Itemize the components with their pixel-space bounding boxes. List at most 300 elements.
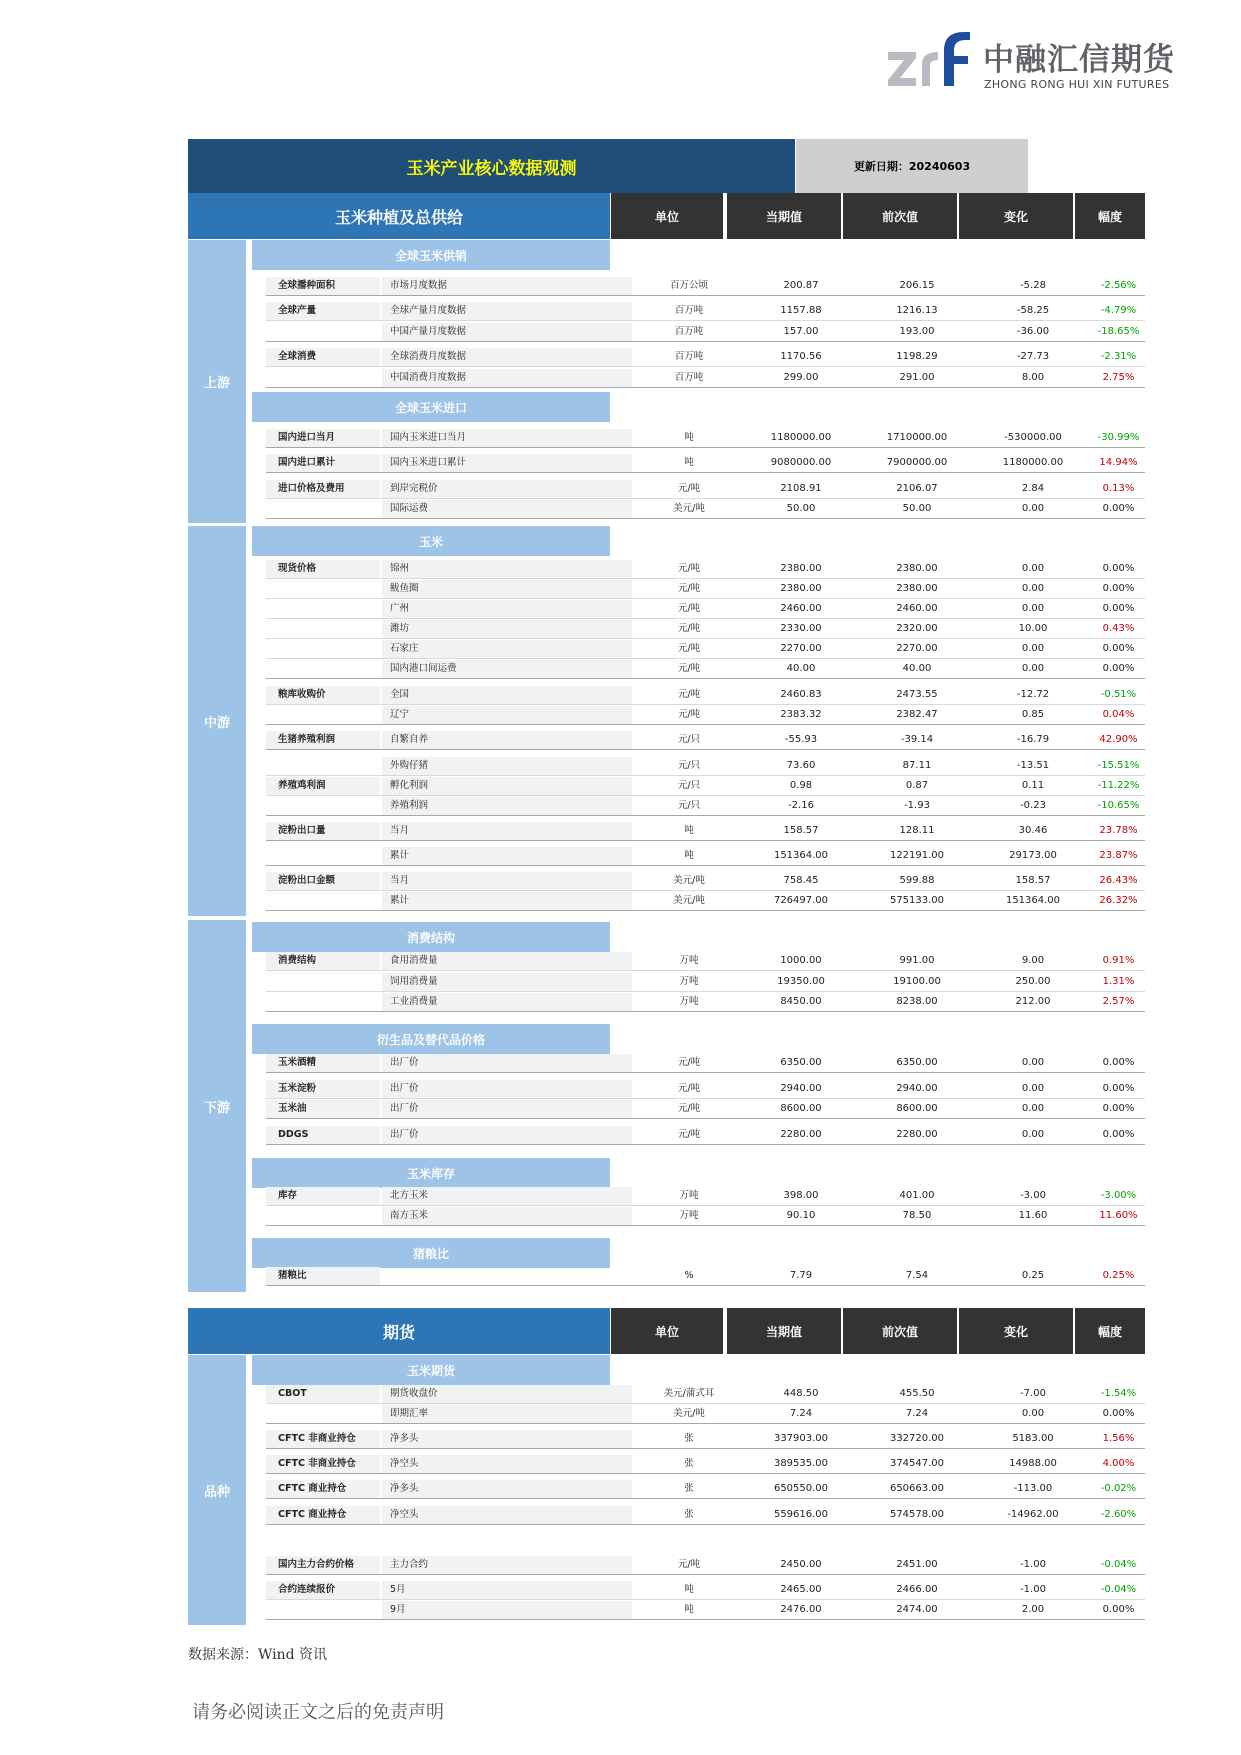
row-category: 全球消费 <box>266 348 380 366</box>
table-row <box>266 1100 1145 1119</box>
current-value: 2330.00 <box>780 623 822 634</box>
row-unit: 元/吨 <box>677 563 701 574</box>
row-unit: 美元/蒲式耳 <box>663 1388 715 1399</box>
table-row <box>266 1054 1145 1073</box>
row-unit: 万吨 <box>679 996 699 1007</box>
previous-value: 401.00 <box>899 1190 935 1201</box>
table-row <box>266 454 1145 473</box>
row-category: 全球产量 <box>266 302 380 320</box>
previous-value: 2270.00 <box>896 643 938 654</box>
row-category: 全球播种面积 <box>266 277 380 295</box>
change-value: 0.00 <box>1021 1129 1045 1140</box>
previous-value: 332720.00 <box>889 1433 945 1444</box>
change-percent: -4.79% <box>1100 305 1137 316</box>
change-value: 14988.00 <box>1009 1458 1057 1469</box>
change-value: 0.00 <box>1021 603 1045 614</box>
row-unit: 百万吨 <box>674 305 704 316</box>
change-percent: 0.00% <box>1102 663 1135 674</box>
row-unit: 万吨 <box>679 955 699 966</box>
row-category <box>266 973 380 991</box>
stage-band: 上游 <box>188 240 246 523</box>
change-percent: 0.00% <box>1102 1129 1135 1140</box>
row-divider <box>266 618 1145 619</box>
row-unit: 元/吨 <box>677 1057 701 1068</box>
row-divider <box>266 1285 1145 1286</box>
previous-value: 2320.00 <box>896 623 938 634</box>
row-unit: 百万吨 <box>674 372 704 383</box>
subsection-header: 衍生品及替代品价格 <box>252 1024 610 1054</box>
current-value: 2108.91 <box>780 483 822 494</box>
previous-value: 2473.55 <box>896 689 938 700</box>
previous-value: 50.00 <box>902 503 932 514</box>
row-divider <box>266 518 1145 519</box>
row-item: 南方玉米 <box>382 1207 632 1225</box>
current-value: 158.57 <box>783 825 819 836</box>
previous-value: 87.11 <box>902 760 932 771</box>
change-value: -16.79 <box>1016 734 1050 745</box>
stage-band: 下游 <box>188 920 246 1292</box>
row-unit: 万吨 <box>679 976 699 987</box>
row-category: 淀粉出口量 <box>266 822 380 840</box>
change-value: -13.51 <box>1016 760 1050 771</box>
row-category: 国内主力合约价格 <box>266 1556 380 1574</box>
change-value: 250.00 <box>1015 976 1051 987</box>
change-percent: 0.00% <box>1102 1103 1135 1114</box>
row-divider <box>266 1072 1145 1073</box>
disclaimer: 请务必阅读正文之后的免责声明 <box>192 1702 444 1723</box>
change-value: 11.60 <box>1018 1210 1048 1221</box>
change-percent: 0.00% <box>1102 603 1135 614</box>
current-value: 90.10 <box>786 1210 816 1221</box>
previous-value: 8600.00 <box>896 1103 938 1114</box>
row-divider <box>266 1011 1145 1012</box>
column-header: 单位 <box>611 1308 723 1354</box>
row-item: 全国 <box>382 686 632 704</box>
row-item: 净空头 <box>382 1506 632 1524</box>
current-value: -55.93 <box>784 734 818 745</box>
current-value: 758.45 <box>783 875 819 886</box>
change-value: 0.11 <box>1021 780 1045 791</box>
row-category <box>266 993 380 1011</box>
previous-value: 8238.00 <box>896 996 938 1007</box>
row-unit: 元/吨 <box>677 603 701 614</box>
table-row <box>266 429 1145 448</box>
change-percent: 42.90% <box>1099 734 1138 745</box>
change-value: -0.23 <box>1020 800 1046 811</box>
table-row <box>266 1126 1145 1145</box>
change-percent: 11.60% <box>1099 1210 1138 1221</box>
previous-value: 2382.47 <box>896 709 938 720</box>
change-percent: -0.04% <box>1100 1584 1137 1595</box>
row-category <box>266 620 380 638</box>
row-item: 到岸完税价 <box>382 480 632 498</box>
change-percent: 0.13% <box>1102 483 1135 494</box>
previous-value: 1216.13 <box>896 305 938 316</box>
report-title: 玉米产业核心数据观测 <box>188 139 795 193</box>
current-value: 726497.00 <box>773 895 829 906</box>
row-unit: 元/吨 <box>677 1083 701 1094</box>
row-divider <box>266 775 1145 776</box>
change-value: -14962.00 <box>1007 1509 1059 1520</box>
change-percent: -10.65% <box>1097 800 1140 811</box>
table-row <box>266 952 1145 971</box>
row-unit: 元/吨 <box>677 643 701 654</box>
table-row <box>266 822 1145 841</box>
row-category: CBOT <box>266 1385 380 1403</box>
previous-value: 2466.00 <box>896 1584 938 1595</box>
table-row <box>266 348 1145 367</box>
row-category: 进口价格及费用 <box>266 480 380 498</box>
row-item: 广州 <box>382 600 632 618</box>
row-category <box>266 1601 380 1619</box>
row-unit: 吨 <box>684 1604 694 1615</box>
row-category: DDGS <box>266 1126 380 1144</box>
previous-value: 2380.00 <box>896 583 938 594</box>
row-item: 石家庄 <box>382 640 632 658</box>
row-category <box>266 892 380 910</box>
row-category: 粮库收购价 <box>266 686 380 704</box>
subsection-header: 玉米期货 <box>252 1355 610 1385</box>
previous-value: 455.50 <box>899 1388 935 1399</box>
row-item: 当月 <box>382 822 632 840</box>
row-item: 中国产量月度数据 <box>382 323 632 341</box>
row-divider <box>266 1599 1145 1600</box>
change-percent: -18.65% <box>1097 326 1140 337</box>
row-divider <box>266 1619 1145 1620</box>
table-row <box>266 797 1145 816</box>
row-divider <box>266 970 1145 971</box>
table-row <box>266 620 1145 639</box>
previous-value: 7.54 <box>905 1270 929 1281</box>
current-value: 2940.00 <box>780 1083 822 1094</box>
row-divider <box>266 678 1145 679</box>
change-value: 0.00 <box>1021 1408 1045 1419</box>
row-divider <box>266 1098 1145 1099</box>
row-divider <box>266 295 1145 296</box>
row-divider <box>266 815 1145 816</box>
previous-value: 2460.00 <box>896 603 938 614</box>
row-item: 出厂价 <box>382 1080 632 1098</box>
row-category <box>266 640 380 658</box>
table-row <box>266 686 1145 705</box>
current-value: 337903.00 <box>773 1433 829 1444</box>
table-row <box>266 757 1145 776</box>
change-value: 9.00 <box>1021 955 1045 966</box>
row-category: CFTC 非商业持仓 <box>266 1455 380 1473</box>
change-value: 0.00 <box>1021 503 1045 514</box>
change-value: 0.00 <box>1021 1057 1045 1068</box>
row-divider <box>266 638 1145 639</box>
brand-name-en: ZHONG RONG HUI XIN FUTURES <box>984 78 1170 91</box>
column-header: 当期值 <box>727 193 841 239</box>
row-unit: 元/吨 <box>677 1559 701 1570</box>
row-category <box>266 757 380 775</box>
row-item: 国内港口间运费 <box>382 660 632 678</box>
row-unit: 吨 <box>684 850 694 861</box>
row-item: 鲅鱼圈 <box>382 580 632 598</box>
row-category <box>266 847 380 865</box>
section-header: 玉米种植及总供给 <box>188 193 610 239</box>
row-divider <box>266 1423 1145 1424</box>
previous-value: 7900000.00 <box>886 457 948 468</box>
change-value: 0.00 <box>1021 1103 1045 1114</box>
row-divider <box>266 991 1145 992</box>
change-value: 10.00 <box>1018 623 1048 634</box>
table-row <box>266 323 1145 342</box>
current-value: 50.00 <box>786 503 816 514</box>
change-value: 29173.00 <box>1009 850 1057 861</box>
table-row <box>266 892 1145 911</box>
change-percent: 14.94% <box>1099 457 1138 468</box>
row-item: 工业消费量 <box>382 993 632 1011</box>
table-row <box>266 731 1145 750</box>
row-item: 出厂价 <box>382 1100 632 1118</box>
table-row <box>266 660 1145 679</box>
row-unit: 万吨 <box>679 1190 699 1201</box>
row-category <box>266 323 380 341</box>
current-value: 40.00 <box>786 663 816 674</box>
column-header: 单位 <box>611 193 723 239</box>
row-item: 食用消费量 <box>382 952 632 970</box>
previous-value: 991.00 <box>899 955 935 966</box>
row-item: 自繁自养 <box>382 731 632 749</box>
row-item: 5月 <box>382 1581 632 1599</box>
table-row <box>266 1556 1145 1575</box>
current-value: 8450.00 <box>780 996 822 1007</box>
row-category: 生猪养殖利润 <box>266 731 380 749</box>
current-value: 73.60 <box>786 760 816 771</box>
row-divider <box>266 1205 1145 1206</box>
row-unit: 张 <box>684 1458 694 1469</box>
change-value: 5183.00 <box>1012 1433 1054 1444</box>
row-item: 饲用消费量 <box>382 973 632 991</box>
update-date: 更新日期：20240603 <box>796 139 1028 193</box>
row-item: 期货收盘价 <box>382 1385 632 1403</box>
row-unit: 元/吨 <box>677 1103 701 1114</box>
change-value: 0.25 <box>1021 1270 1045 1281</box>
change-value: 1180000.00 <box>1002 457 1064 468</box>
previous-value: 650663.00 <box>889 1483 945 1494</box>
current-value: 1170.56 <box>780 351 822 362</box>
row-unit: 元/吨 <box>677 689 701 700</box>
company-logo <box>888 26 1175 96</box>
change-percent: -3.00% <box>1100 1190 1137 1201</box>
change-percent: 0.00% <box>1102 1057 1135 1068</box>
row-unit: 美元/吨 <box>673 1408 705 1419</box>
change-percent: 23.78% <box>1099 825 1138 836</box>
subsection-header: 消费结构 <box>252 922 610 952</box>
row-unit: 元/吨 <box>677 663 701 674</box>
row-unit: 吨 <box>684 1584 694 1595</box>
row-divider <box>266 366 1145 367</box>
row-divider <box>266 472 1145 473</box>
change-percent: 0.00% <box>1102 503 1135 514</box>
row-category <box>266 580 380 598</box>
previous-value: 6350.00 <box>896 1057 938 1068</box>
current-value: 19350.00 <box>777 976 825 987</box>
change-percent: 26.32% <box>1099 895 1138 906</box>
change-percent: -1.54% <box>1100 1388 1137 1399</box>
change-value: -36.00 <box>1016 326 1050 337</box>
table-row <box>266 600 1145 619</box>
change-percent: -0.04% <box>1100 1559 1137 1570</box>
previous-value: 1198.29 <box>896 351 938 362</box>
row-divider <box>266 1403 1145 1404</box>
previous-value: 206.15 <box>899 280 935 291</box>
change-value: 0.00 <box>1021 643 1045 654</box>
row-unit: 美元/吨 <box>673 875 705 886</box>
row-unit: 元/吨 <box>677 709 701 720</box>
change-percent: 0.00% <box>1102 563 1135 574</box>
row-divider <box>266 498 1145 499</box>
table-row <box>266 480 1145 499</box>
current-value: 299.00 <box>783 372 819 383</box>
table-row <box>266 1080 1145 1099</box>
row-divider <box>266 1524 1145 1525</box>
change-percent: -2.60% <box>1100 1509 1137 1520</box>
previous-value: 7.24 <box>905 1408 929 1419</box>
current-value: 2383.32 <box>780 709 822 720</box>
table-row <box>266 777 1145 796</box>
row-item: 净多头 <box>382 1430 632 1448</box>
row-divider <box>266 1144 1145 1145</box>
row-item: 国内玉米进口累计 <box>382 454 632 472</box>
change-value: -113.00 <box>1013 1483 1053 1494</box>
row-item: 全球消费月度数据 <box>382 348 632 366</box>
table-row <box>266 1207 1145 1226</box>
row-unit: 元/只 <box>677 780 701 791</box>
change-percent: 0.00% <box>1102 643 1135 654</box>
change-percent: -15.51% <box>1097 760 1140 771</box>
previous-value: 2280.00 <box>896 1129 938 1140</box>
row-divider <box>266 1448 1145 1449</box>
change-value: 212.00 <box>1015 996 1051 1007</box>
current-value: 389535.00 <box>773 1458 829 1469</box>
row-unit: 张 <box>684 1483 694 1494</box>
current-value: 650550.00 <box>773 1483 829 1494</box>
current-value: 157.00 <box>783 326 819 337</box>
row-item: 孵化利润 <box>382 777 632 795</box>
section-header: 期货 <box>188 1308 610 1354</box>
change-percent: 0.43% <box>1102 623 1135 634</box>
row-category: 猪粮比 <box>266 1267 380 1285</box>
row-divider <box>266 341 1145 342</box>
row-divider <box>266 910 1145 911</box>
row-divider <box>266 1574 1145 1575</box>
table-row <box>266 847 1145 866</box>
row-category <box>266 1405 380 1423</box>
row-divider <box>266 320 1145 321</box>
change-percent: 1.56% <box>1102 1433 1135 1444</box>
row-category: 消费结构 <box>266 952 380 970</box>
row-item: 9月 <box>382 1601 632 1619</box>
current-value: 6350.00 <box>780 1057 822 1068</box>
column-header: 前次值 <box>843 1308 957 1354</box>
previous-value: 2106.07 <box>896 483 938 494</box>
table-row <box>266 277 1145 296</box>
previous-value: 78.50 <box>902 1210 932 1221</box>
previous-value: 2474.00 <box>896 1604 938 1615</box>
column-header: 变化 <box>959 193 1073 239</box>
row-unit: 美元/吨 <box>673 895 705 906</box>
row-unit: 张 <box>684 1433 694 1444</box>
brand-name-cn: 中融汇信期货 <box>983 42 1175 78</box>
data-source: 数据来源：Wind 资讯 <box>188 1647 328 1663</box>
row-unit: % <box>684 1270 694 1281</box>
row-category: 淀粉出口金额 <box>266 872 380 890</box>
change-value: -3.00 <box>1020 1190 1046 1201</box>
row-item: 中国消费月度数据 <box>382 369 632 387</box>
row-divider <box>266 658 1145 659</box>
current-value: 2280.00 <box>780 1129 822 1140</box>
table-row <box>266 1506 1145 1525</box>
current-value: 1157.88 <box>780 305 822 316</box>
row-category: 养殖鸡利润 <box>266 777 380 795</box>
current-value: 2465.00 <box>780 1584 822 1595</box>
previous-value: 2940.00 <box>896 1083 938 1094</box>
current-value: 2380.00 <box>780 583 822 594</box>
row-item: 全球产量月度数据 <box>382 302 632 320</box>
current-value: 448.50 <box>783 1388 819 1399</box>
row-divider <box>266 598 1145 599</box>
row-unit: 百万吨 <box>674 351 704 362</box>
change-value: 0.00 <box>1021 663 1045 674</box>
previous-value: 40.00 <box>902 663 932 674</box>
change-percent: 23.87% <box>1099 850 1138 861</box>
current-value: 398.00 <box>783 1190 819 1201</box>
row-divider <box>266 704 1145 705</box>
table-row <box>266 1581 1145 1600</box>
row-category: 玉米酒精 <box>266 1054 380 1072</box>
current-value: 9080000.00 <box>770 457 832 468</box>
change-percent: 0.00% <box>1102 1083 1135 1094</box>
zrf-logo-icon <box>888 26 984 92</box>
row-category: 现货价格 <box>266 560 380 578</box>
row-unit: 吨 <box>684 825 694 836</box>
current-value: 1180000.00 <box>770 432 832 443</box>
change-percent: 0.00% <box>1102 583 1135 594</box>
previous-value: 599.88 <box>899 875 935 886</box>
row-unit: 吨 <box>684 432 694 443</box>
change-value: 0.00 <box>1021 1083 1045 1094</box>
row-unit: 百万吨 <box>674 326 704 337</box>
row-category: 玉米油 <box>266 1100 380 1118</box>
current-value: 559616.00 <box>773 1509 829 1520</box>
change-value: 2.84 <box>1021 483 1045 494</box>
row-unit: 元/只 <box>677 760 701 771</box>
change-value: -58.25 <box>1016 305 1050 316</box>
change-percent: 2.75% <box>1102 372 1135 383</box>
change-percent: -0.02% <box>1100 1483 1137 1494</box>
current-value: 2450.00 <box>780 1559 822 1570</box>
row-divider <box>266 1225 1145 1226</box>
row-item: 出厂价 <box>382 1126 632 1144</box>
stage-band: 品种 <box>188 1355 246 1625</box>
current-value: 200.87 <box>783 280 819 291</box>
change-value: 0.00 <box>1021 563 1045 574</box>
row-unit: 张 <box>684 1509 694 1520</box>
row-item: 净空头 <box>382 1455 632 1473</box>
previous-value: 193.00 <box>899 326 935 337</box>
row-divider <box>266 1498 1145 1499</box>
table-row <box>266 580 1145 599</box>
change-value: 0.00 <box>1021 583 1045 594</box>
previous-value: 122191.00 <box>889 850 945 861</box>
current-value: 151364.00 <box>773 850 829 861</box>
row-divider <box>266 724 1145 725</box>
change-value: 151364.00 <box>1005 895 1061 906</box>
row-category <box>266 797 380 815</box>
